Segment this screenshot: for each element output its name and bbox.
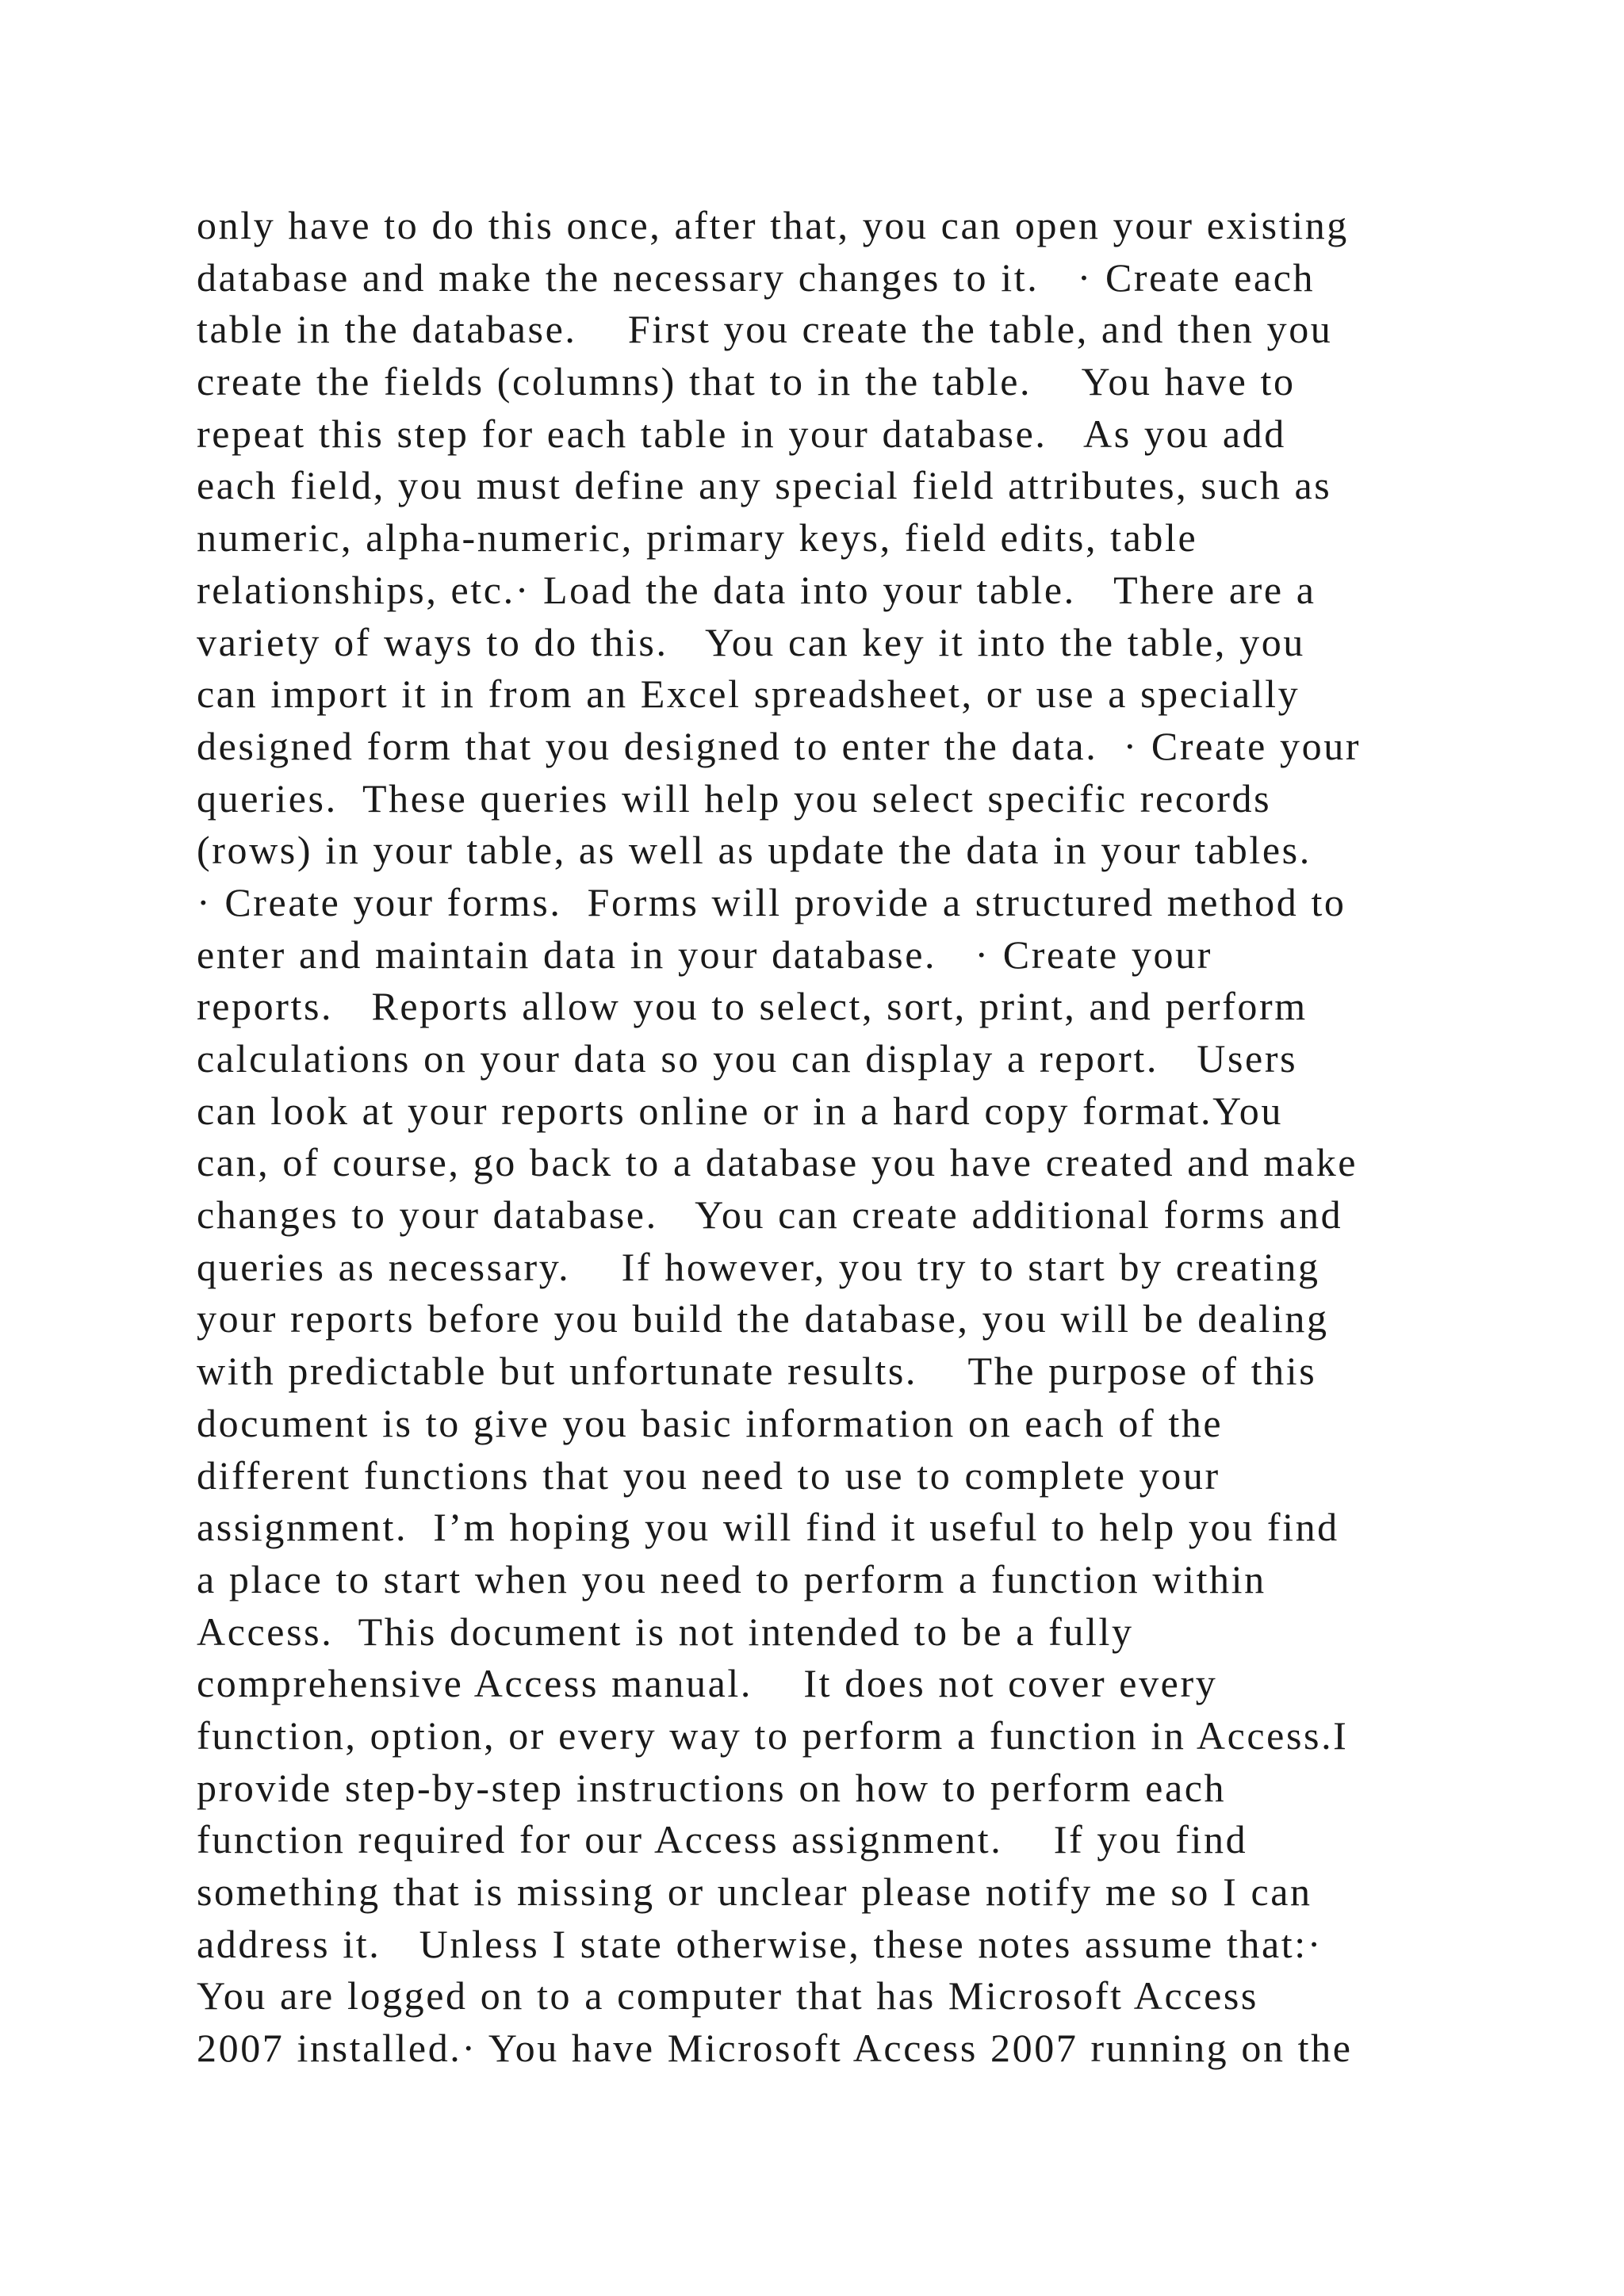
text-line: each field, you must define any special field attributes, such as <box>197 463 1332 508</box>
text-line: relationships, etc.· Load the data into your table. There are a <box>197 567 1316 612</box>
text-line: variety of ways to do this. You can key it into the table, you <box>197 619 1305 664</box>
text-line: something that is missing or unclear please notify me so I can <box>197 1869 1312 1914</box>
text-line: table in the database. First you create the table, and then you <box>197 307 1333 352</box>
text-line: database and make the necessary changes to it. · Create each <box>197 254 1316 300</box>
text-line: your reports before you build the database, you will be dealing <box>197 1296 1329 1341</box>
text-line: Access. This document is not intended to be a fully <box>197 1609 1134 1654</box>
text-line: changes to your database. You can create additional forms and <box>197 1192 1343 1238</box>
text-line: enter and maintain data in your database. · Create your <box>197 932 1212 977</box>
text-line: can look at your reports online or in a hard copy format.You <box>197 1088 1283 1133</box>
text-line: calculations on your data so you can display a report. Users <box>197 1036 1298 1081</box>
text-line: numeric, alpha-numeric, primary keys, field edits, table <box>197 515 1198 561</box>
text-line: (rows) in your table, as well as update the data in your tables. <box>197 828 1312 873</box>
body-text <box>197 200 1624 2075</box>
text-line: comprehensive Access manual. It does not cover every <box>197 1661 1218 1706</box>
text-line: can import it in from an Excel spreadsheet, or use a specially <box>197 672 1300 717</box>
text-line: function required for our Access assignment. If you find <box>197 1817 1248 1862</box>
text-line: can, of course, go back to a database you have created and make <box>197 1140 1358 1185</box>
text-line: provide step-by-step instructions on how to perform each <box>197 1765 1227 1810</box>
text-line: reports. Reports allow you to select, sort, print, and perform <box>197 984 1308 1029</box>
text-line: queries. These queries will help you select specific records <box>197 775 1272 821</box>
text-line: repeat this step for each table in your database. As you add <box>197 411 1286 456</box>
text-line: designed form that you designed to enter the data. · Create your <box>197 723 1362 768</box>
text-line: with predictable but unfortunate results. The purpose of this <box>197 1349 1317 1394</box>
text-line: create the fields (columns) that to in the table. You have to <box>197 359 1296 404</box>
text-line: function, option, or every way to perform a function in Access.I <box>197 1712 1349 1758</box>
text-line: · Create your forms. Forms will provide a structured method to <box>197 879 1346 924</box>
text-line: assignment. I’m hoping you will find it useful to help you find <box>197 1505 1339 1550</box>
text-line: different functions that you need to use to complete your <box>197 1452 1220 1498</box>
text-line: only have to do this once, after that, you can open your existing <box>197 203 1349 247</box>
text-line: a place to start when you need to perform a function within <box>197 1556 1266 1601</box>
text-line: You are logged on to a computer that has Microsoft Access <box>197 1973 1258 2019</box>
text-line: 2007 installed.· You have Microsoft Access 2007 running on the <box>197 2026 1353 2071</box>
text-line: queries as necessary. If however, you try to start by creating <box>197 1244 1320 1289</box>
text-line: address it. Unless I state otherwise, these notes assume that:· <box>197 1921 1323 1966</box>
text-line: document is to give you basic information on each of the <box>197 1400 1224 1445</box>
